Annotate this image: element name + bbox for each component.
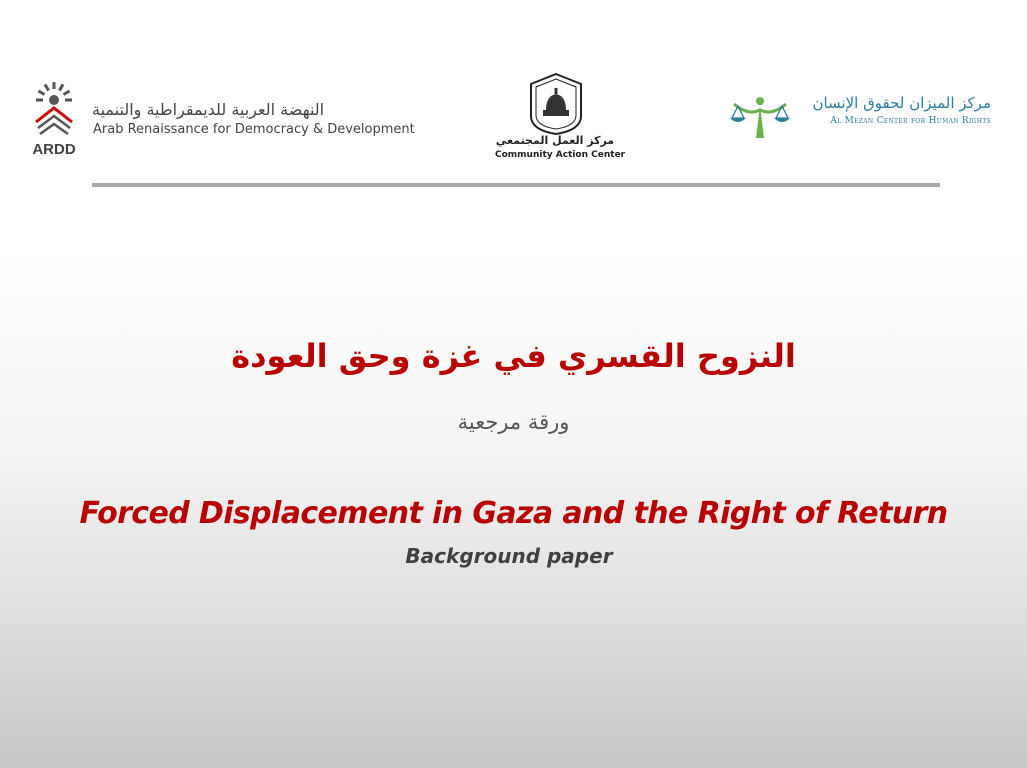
ardd-name-ar: النهضة العربية للديمقراطية والتنمية — [92, 100, 325, 119]
almezan-name-ar: مركز الميزان لحقوق الإنسان — [812, 94, 991, 112]
subtitle-english: Background paper — [405, 544, 613, 568]
title-english: Forced Displacement in Gaza and the Right of Return — [79, 496, 948, 531]
almezan-name-en: Al Mezan Center for Human Rights — [830, 116, 991, 126]
header-divider — [92, 183, 940, 187]
ardd-abbr: ARDD — [32, 141, 76, 158]
scales-of-justice-icon — [728, 94, 792, 140]
title-arabic: النزوح القسري في غزة وحق العودة — [231, 337, 796, 375]
alquds-logo — [495, 72, 626, 164]
almezan-logo — [728, 92, 998, 144]
alquds-center-en: Community Action Center — [495, 150, 626, 160]
alquds-center-ar: مركز العمل المجتمعي — [495, 134, 615, 147]
alquds-seal-icon — [527, 72, 585, 136]
ardd-name-en: Arab Renaissance for Democracy & Development — [93, 122, 415, 137]
ardd-logo — [24, 78, 424, 160]
ardd-emblem-icon — [24, 78, 84, 158]
subtitle-arabic: ورقة مرجعية — [457, 410, 570, 434]
